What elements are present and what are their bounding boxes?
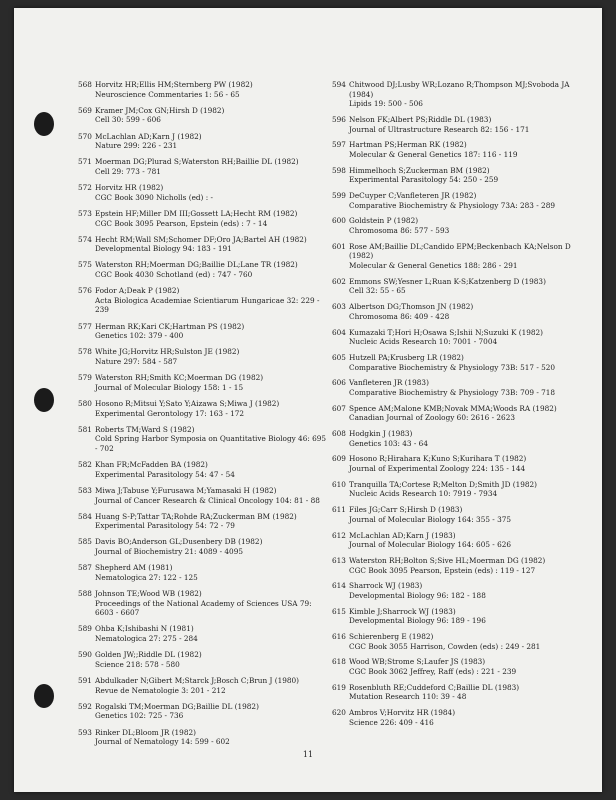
reference-authors: Waterston RH;Moerman DG;Baillie DL;Lane TR (1982) [95,260,298,270]
reference-authors: Rose AM;Baillie DL;Candido EPM;Beckenbach KA;Nelson D (1982) [349,241,571,261]
reference-authors: Files JG;Carr S;Hirsh D (1983) [349,505,463,515]
reference-source: Experimental Gerontology 17: 163 - 172 [95,408,245,418]
reference-number: 598 [332,165,346,175]
reference-text [349,140,594,159]
reference-number: 592 [78,701,92,711]
reference-source: CGC Book 3090 Nicholls (ed) : - [95,192,213,202]
reference-entry [332,80,594,109]
reference-number: 588 [78,589,92,599]
reference-entry [78,260,328,279]
reference-authors: Roberts TM;Ward S (1982) [95,424,195,434]
reference-entry [332,302,594,321]
reference-number: 572 [78,183,92,193]
reference-authors: Huang S-P;Tattar TA;Rohde RA;Zuckerman BM (1982) [95,511,297,521]
reference-authors: Ohba K;Ishibashi N (1981) [95,624,194,634]
reference-text [349,378,594,397]
reference-entry [332,683,594,702]
reference-text [95,650,328,669]
reference-number: 584 [78,511,92,521]
reference-text [349,242,594,271]
reference-authors: Shepherd AM (1981) [95,563,173,573]
reference-entry [78,460,328,479]
reference-text [349,191,594,210]
reference-number: 612 [332,530,346,540]
reference-entry [332,657,594,676]
reference-number: 601 [332,241,346,251]
reference-source: Genetics 103: 43 - 64 [349,438,428,448]
reference-entry [332,140,594,159]
reference-entry [78,373,328,392]
page-number: 11 [302,750,314,759]
reference-entry [332,242,594,271]
reference-number: 613 [332,555,346,565]
reference-source: CGC Book 3095 Pearson, Epstein (eds) : 7 - 14 [95,218,268,228]
reference-source: Nature 299: 226 - 231 [95,141,178,151]
reference-entry [332,429,594,448]
reference-text [349,328,594,347]
reference-number: 591 [78,675,92,685]
reference-authors: Horvitz HR (1982) [95,183,164,193]
reference-number: 599 [332,191,346,201]
reference-entry [332,581,594,600]
reference-authors: Spence AM;Malone KMB;Novak MMA;Woods RA (1982) [349,403,557,413]
reference-text [349,302,594,321]
reference-text [349,505,594,524]
reference-entry [78,322,328,341]
binder-hole [34,684,54,708]
reference-entry [332,607,594,626]
reference-source: Journal of Cancer Research & Clinical Oncology 104: 81 - 88 [95,495,320,505]
reference-authors: Hosono R;Mitsui Y;Sato Y;Aizawa S;Miwa J (1982) [95,398,280,408]
reference-source: Developmental Biology 94: 183 - 191 [95,244,232,254]
reference-text [349,277,594,296]
reference-number: 590 [78,650,92,660]
reference-authors: Johnson TE;Wood WB (1982) [95,589,202,599]
reference-number: 589 [78,624,92,634]
reference-source: Comparative Biochemistry & Physiology 73B: 709 - 718 [349,387,556,397]
reference-source: Nucleic Acids Research 10: 7919 - 7934 [349,489,498,499]
reference-text [349,166,594,185]
reference-number: 610 [332,479,346,489]
reference-authors: Davis BO;Anderson GL;Dusenbery DB (1982) [95,537,263,547]
reference-entry [78,512,328,531]
reference-number: 579 [78,373,92,383]
reference-source: Mutation Research 110: 39 - 48 [349,692,467,702]
reference-text [349,353,594,372]
reference-source: Cell 29: 773 - 781 [95,166,161,176]
reference-number: 603 [332,302,346,312]
reference-text [349,581,594,600]
reference-source: Molecular & General Genetics 187: 116 - 119 [349,149,518,159]
reference-authors: Kramer JM;Cox GN;Hirsh D (1982) [95,105,225,115]
binder-hole [34,388,54,412]
reference-source: Developmental Biology 96: 182 - 188 [349,590,486,600]
reference-authors: Epstein HF;Miller DM III;Gossett LA;Hecht RM (1982) [95,208,298,218]
reference-number: 620 [332,708,346,718]
reference-text [349,708,594,727]
reference-authors: Sharrock WJ (1983) [349,581,423,591]
reference-entry [332,556,594,575]
reference-text [95,486,328,505]
reference-authors: Abdulkader N;Gibert M;Starck J;Bosch C;Brun J (1980) [95,675,300,685]
reference-number: 619 [332,682,346,692]
reference-source: Neuroscience Commentaries 1: 56 - 65 [95,89,240,99]
reference-authors: White JG;Horvitz HR;Sulston JE (1982) [95,347,240,357]
reference-authors: Rogalski TM;Moerman DG;Baillie DL (1982) [95,701,259,711]
reference-authors: Ambros V;Horvitz HR (1984) [349,708,456,718]
reference-authors: McLachlan AD;Karn J (1983) [349,530,456,540]
reference-entry [78,399,328,418]
reference-number: 604 [332,327,346,337]
reference-text [349,531,594,550]
reference-text [95,399,328,418]
reference-number: 596 [332,114,346,124]
reference-entry [78,589,328,618]
reference-source: Journal of Nematology 14: 599 - 602 [95,737,230,747]
reference-number: 607 [332,403,346,413]
reference-entry [332,404,594,423]
reference-source: Chromosoma 86: 409 - 428 [349,311,450,321]
reference-authors: Rinker DL;Bloom JR (1982) [95,727,196,737]
reference-number: 594 [332,80,346,89]
reference-source: Canadian Journal of Zoology 60: 2616 - 2623 [349,413,515,423]
reference-entry [332,505,594,524]
reference-authors: Wood WB;Strome S;Laufer JS (1983) [349,657,486,667]
reference-authors: Hecht RM;Wall SM;Schomer DF;Oro JA;Bartel AH (1982) [95,234,307,244]
reference-text [95,235,328,254]
reference-entry [78,286,328,315]
reference-number: 583 [78,485,92,495]
reference-text [349,632,594,651]
reference-authors: Schierenberg E (1982) [349,632,434,642]
reference-authors: Waterston RH;Bolton S;Sive HL;Moerman DG (1982) [349,555,546,565]
reference-source: Experimental Parasitology 54: 47 - 54 [95,469,235,479]
reference-entry [332,708,594,727]
reference-entry [78,650,328,669]
reference-entry [78,563,328,582]
reference-entry [332,277,594,296]
reference-source: Experimental Parasitology 54: 250 - 259 [349,175,499,185]
reference-source: CGC Book 3062 Jeffrey, Raff (eds) : 221 - 239 [349,667,517,677]
reference-source: Journal of Molecular Biology 158: 1 - 15 [95,382,244,392]
reference-entry [332,632,594,651]
reference-authors: Goldstein P (1982) [349,216,419,226]
reference-text [95,425,328,454]
reference-authors: Moerman DG;Plurad S;Waterston RH;Baillie DL (1982) [95,157,299,167]
reference-number: 618 [332,657,346,667]
reference-text [349,480,594,499]
reference-source: Comparative Biochemistry & Physiology 73B: 517 - 520 [349,362,556,372]
reference-entry [78,676,328,695]
reference-entry [78,728,328,747]
reference-number: 615 [332,606,346,616]
reference-entry [78,702,328,721]
reference-authors: Kumazaki T;Hori H;Osawa S;Ishii N;Suzuki K (1982) [349,327,544,337]
reference-source: Developmental Biology 96: 189 - 196 [349,616,486,626]
reference-source: Journal of Molecular Biology 164: 605 - 626 [349,540,512,550]
reference-entry [332,378,594,397]
reference-text [95,157,328,176]
reference-authors: Albertson DG;Thomson JN (1982) [349,302,474,312]
reference-column-left [78,80,328,753]
reference-source: Comparative Biochemistry & Physiology 73A: 283 - 289 [349,200,555,210]
reference-text [349,115,594,134]
reference-number: 571 [78,157,92,167]
reference-text [95,183,328,202]
reference-entry [78,425,328,454]
reference-number: 569 [78,105,92,115]
reference-entry [332,531,594,550]
reference-number: 578 [78,347,92,357]
reference-authors: Herman RK;Kari CK;Hartman PS (1982) [95,321,245,331]
reference-number: 602 [332,276,346,286]
reference-number: 608 [332,429,346,439]
reference-text [95,460,328,479]
reference-entry [78,209,328,228]
reference-text [95,512,328,531]
reference-entry [78,183,328,202]
reference-entry [78,235,328,254]
reference-text [349,429,594,448]
reference-text [95,132,328,151]
reference-text [95,260,328,279]
reference-source: Journal of Molecular Biology 164: 355 - 375 [349,514,512,524]
reference-text [95,624,328,643]
reference-number: 600 [332,216,346,226]
reference-authors: Fodor A;Deak P (1982) [95,286,180,296]
reference-entry [332,353,594,372]
reference-authors: Hodgkin J (1983) [349,429,413,439]
reference-text [349,607,594,626]
reference-authors: Tranquilla TA;Cortese R;Melton D;Smith JD (1982) [349,479,538,489]
reference-text [349,657,594,676]
reference-source: Journal of Biochemistry 21: 4089 - 4095 [95,547,243,557]
reference-text [95,702,328,721]
reference-text [349,216,594,235]
reference-entry [332,115,594,134]
reference-authors: Khan FR;McFadden BA (1982) [95,460,208,470]
reference-source: CGC Book 3095 Pearson, Epstein (eds) : 119 - 127 [349,565,536,575]
reference-source: Cold Spring Harbor Symposia on Quantitative Biology 46: 695 - 702 [95,434,327,453]
reference-text [95,676,328,695]
reference-source: Nematologica 27: 275 - 284 [95,634,198,643]
reference-number: 575 [78,260,92,270]
reference-number: 580 [78,398,92,408]
reference-number: 597 [332,140,346,150]
reference-authors: DeCuyper C;Vanfleteren JR (1982) [349,191,477,201]
reference-number: 585 [78,537,92,547]
reference-number: 611 [332,505,346,515]
reference-source: Journal of Ultrastructure Research 82: 156 - 171 [349,124,530,134]
reference-source: Genetics 102: 379 - 400 [95,331,184,341]
reference-entry [78,80,328,99]
reference-text [95,106,328,125]
reference-authors: Hartman PS;Herman RK (1982) [349,140,467,150]
reference-authors: Rosenbluth RE;Cuddeford C;Baillie DL (1983) [349,682,520,692]
reference-source: CGC Book 4030 Schotland (ed) : 747 - 760 [95,270,253,280]
reference-text [349,80,594,109]
reference-text [95,286,328,315]
reference-entry [78,624,328,643]
reference-authors: Hutzell PA;Krusberg LR (1982) [349,352,464,362]
reference-text [349,454,594,473]
reference-column-right [332,80,594,734]
reference-authors: Himmelhoch S;Zuckerman BM (1982) [349,165,490,175]
reference-text [95,347,328,366]
reference-source: Cell 32: 55 - 65 [349,286,406,296]
reference-entry [78,486,328,505]
reference-source: Cell 30: 599 - 606 [95,115,161,125]
reference-text [349,556,594,575]
reference-text [95,80,328,99]
reference-text [95,209,328,228]
reference-number: 587 [78,563,92,573]
reference-source: Science 218: 578 - 580 [95,659,180,669]
reference-number: 574 [78,234,92,244]
reference-authors: Waterston RH;Smith KC;Moerman DG (1982) [95,373,264,383]
reference-entry [332,191,594,210]
document-page [14,8,602,792]
reference-text [95,537,328,556]
reference-text [95,563,328,582]
reference-authors: McLachlan AD;Karn J (1982) [95,131,202,141]
reference-entry [332,454,594,473]
reference-authors: Nelson FK;Albert PS;Riddle DL (1983) [349,114,492,124]
reference-text [95,589,328,618]
reference-number: 593 [78,727,92,737]
reference-number: 616 [332,632,346,642]
reference-source: Science 226: 409 - 416 [349,717,434,727]
reference-entry [78,157,328,176]
reference-source: Experimental Parasitology 54: 72 - 79 [95,521,235,531]
reference-source: Genetics 102: 725 - 736 [95,711,184,721]
reference-number: 573 [78,208,92,218]
reference-number: 577 [78,321,92,331]
reference-number: 582 [78,460,92,470]
reference-text [349,683,594,702]
reference-entry [78,106,328,125]
reference-number: 576 [78,286,92,296]
reference-entry [332,216,594,235]
reference-source: Lipids 19: 500 - 506 [349,99,423,109]
reference-number: 614 [332,581,346,591]
reference-number: 568 [78,80,92,89]
reference-source: Nature 297: 584 - 587 [95,357,178,366]
reference-entry [332,328,594,347]
reference-source: Nucleic Acids Research 10: 7001 - 7004 [349,337,498,347]
reference-source: CGC Book 3055 Harrison, Cowden (eds) : 249 - 281 [349,641,541,651]
reference-number: 605 [332,352,346,362]
reference-authors: Miwa J;Tabuse Y;Furusawa M;Yamasaki H (1982) [95,485,277,495]
reference-source: Nematologica 27: 122 - 125 [95,572,198,582]
reference-number: 606 [332,378,346,388]
reference-source: Chromosoma 86: 577 - 593 [349,226,450,236]
binder-hole [34,112,54,136]
reference-entry [78,537,328,556]
reference-authors: Golden JW;;Riddle DL (1982) [95,650,202,660]
reference-entry [332,480,594,499]
reference-text [95,373,328,392]
reference-authors: Emmons SW;Yesner L;Ruan K-S;Katzenberg D (1983) [349,276,546,286]
reference-entry [332,166,594,185]
reference-authors: Hosono R;Hirahara K;Kuno S;Kurihara T (1982) [349,454,527,464]
reference-source: Proceedings of the National Academy of Sciences USA 79: 6603 - 6607 [95,598,312,618]
reference-source: Revue de Nematologie 3: 201 - 212 [95,685,226,695]
reference-number: 609 [332,454,346,464]
reference-number: 570 [78,131,92,141]
reference-authors: Kimble J;Sharrock WJ (1983) [349,606,456,616]
reference-entry [78,132,328,151]
reference-text [95,728,328,747]
reference-source: Acta Biologica Academiae Scientiarum Hungaricae 32: 229 - 239 [95,295,320,315]
reference-authors: Horvitz HR;Ellis HM;Sternberg PW (1982) [95,80,253,89]
reference-source: Journal of Experimental Zoology 224: 135 - 144 [349,464,526,474]
reference-authors: Vanfleteren JR (1983) [349,378,429,388]
reference-authors: Chitwood DJ;Lusby WR;Lozano R;Thompson MJ;Svoboda JA (1984) [349,80,570,99]
reference-source: Molecular & General Genetics 188: 286 - 291 [349,261,518,271]
reference-text [95,322,328,341]
reference-number: 581 [78,424,92,434]
reference-entry [78,347,328,366]
reference-text [349,404,594,423]
